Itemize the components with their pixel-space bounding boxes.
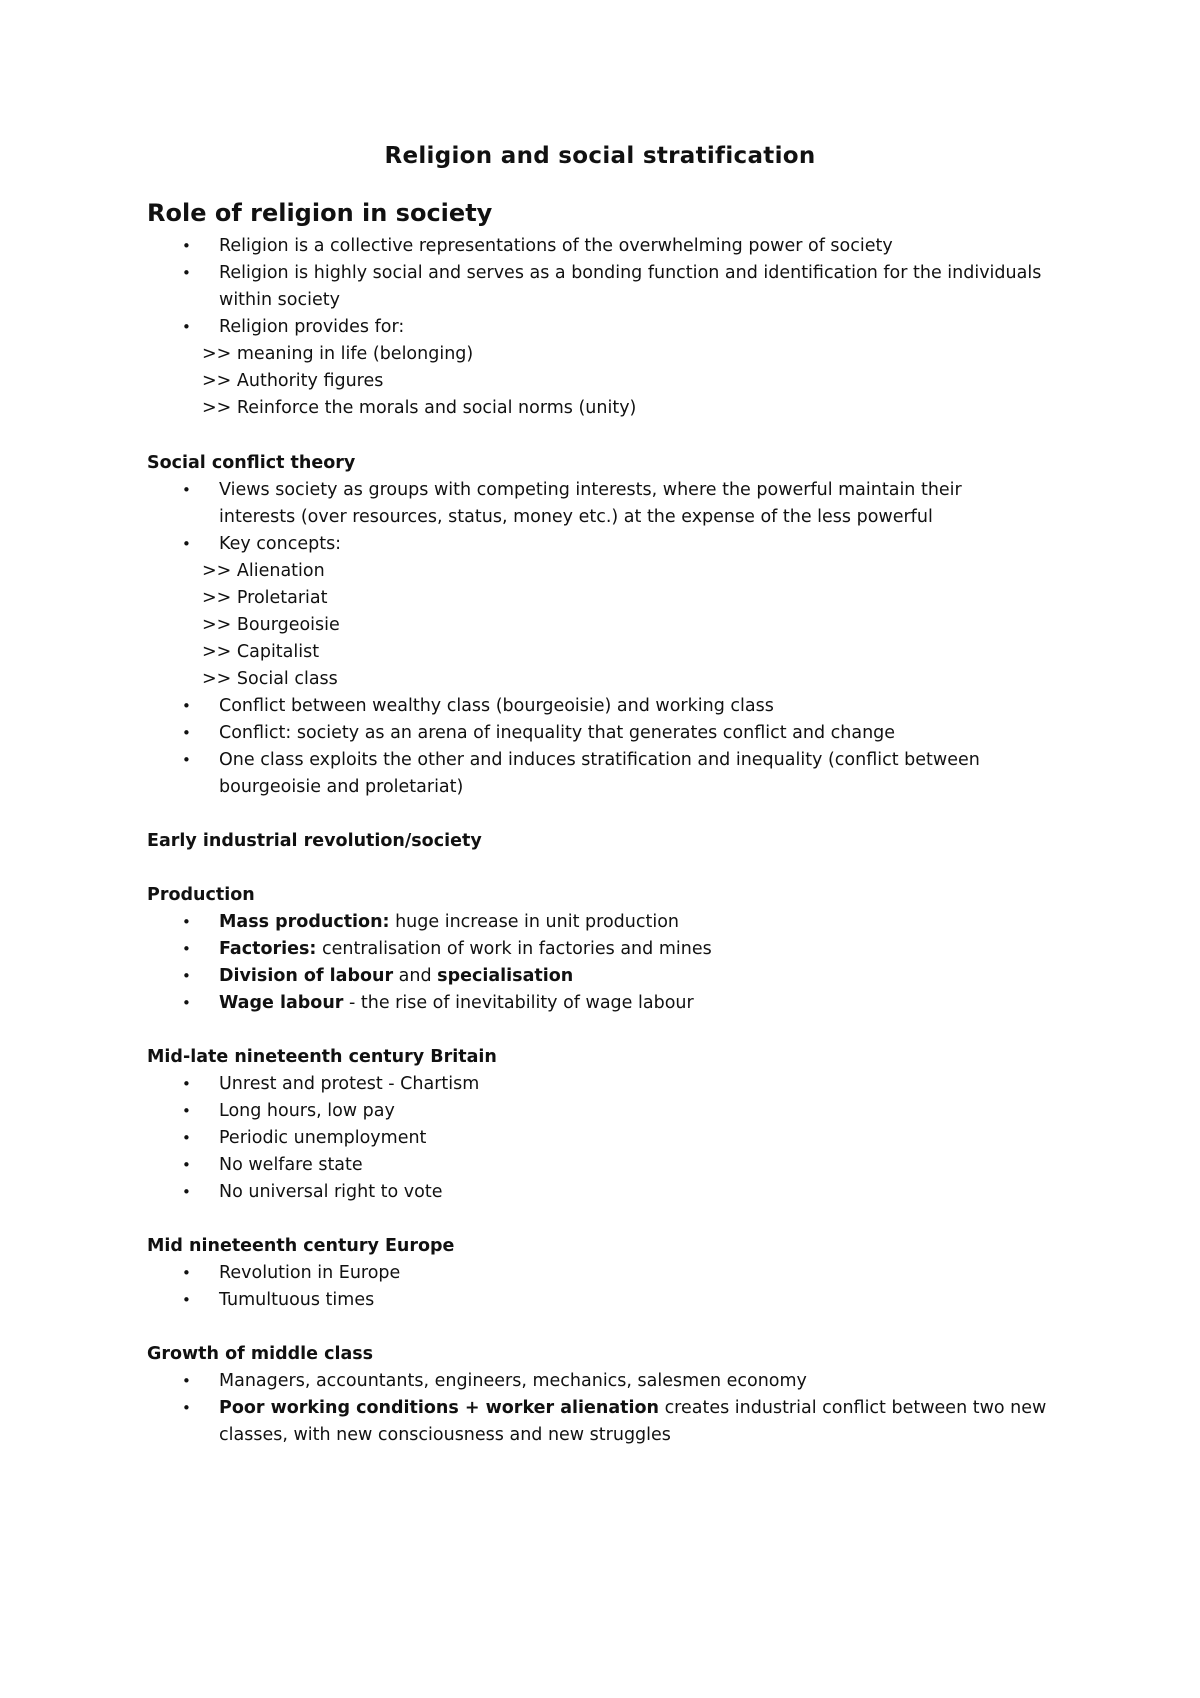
bullet-item: • Mass production: huge increase in unit production: [219, 909, 679, 936]
bullet-item: • No universal right to vote: [219, 1179, 443, 1206]
heading-europe: Mid nineteenth century Europe: [147, 1236, 455, 1256]
bullet-continuation: bourgeoisie and proletariat): [219, 777, 464, 797]
bullet-dot-icon: •: [182, 751, 191, 769]
bullet-item: • Religion provides for:: [219, 314, 404, 341]
bullet-dot-icon: •: [182, 1372, 191, 1390]
bullet-dot-icon: •: [182, 237, 191, 255]
bullet-dot-icon: •: [182, 264, 191, 282]
bullet-continuation: within society: [219, 290, 340, 310]
bullet-item: • Long hours, low pay: [219, 1098, 395, 1125]
bullet-item: • Division of labour and specialisation: [219, 963, 573, 990]
sub-item: >> Social class: [202, 669, 338, 689]
bullet-item: • Poor working conditions + worker alienation creates industrial conflict between two new: [219, 1395, 1046, 1422]
sub-item: >> Proletariat: [202, 588, 328, 608]
bullet-item: • Conflict: society as an arena of inequality that generates conflict and change: [219, 720, 895, 747]
sub-item: >> Reinforce the morals and social norms (unity): [202, 398, 637, 418]
bullet-dot-icon: •: [182, 697, 191, 715]
sub-item: >> Alienation: [202, 561, 325, 581]
bullet-dot-icon: •: [182, 913, 191, 931]
bullet-item: • Periodic unemployment: [219, 1125, 426, 1152]
bullet-item: • Religion is highly social and serves as a bonding function and identification for the individuals: [219, 260, 1041, 287]
bullet-dot-icon: •: [182, 967, 191, 985]
heading-social-conflict-theory: Social conflict theory: [147, 453, 356, 473]
bullet-dot-icon: •: [182, 940, 191, 958]
bullet-continuation: interests (over resources, status, money etc.) at the expense of the less powerful: [219, 507, 933, 527]
bullet-item: • Conflict between wealthy class (bourgeoisie) and working class: [219, 693, 774, 720]
bullet-dot-icon: •: [182, 1156, 191, 1174]
heading-production: Production: [147, 885, 255, 905]
heading-role-of-religion: Role of religion in society: [147, 199, 493, 227]
bullet-item: • Wage labour - the rise of inevitability of wage labour: [219, 990, 694, 1017]
bullet-item: • Religion is a collective representations of the overwhelming power of society: [219, 233, 893, 260]
bullet-item: • One class exploits the other and induces stratification and inequality (conflict between: [219, 747, 980, 774]
bullet-dot-icon: •: [182, 1075, 191, 1093]
bullet-item: • Factories: centralisation of work in factories and mines: [219, 936, 712, 963]
document-title: Religion and social stratification: [384, 143, 816, 169]
bullet-item: • Key concepts:: [219, 531, 341, 558]
sub-item: >> Bourgeoisie: [202, 615, 340, 635]
bullet-dot-icon: •: [182, 1291, 191, 1309]
bullet-item: • Views society as groups with competing interests, where the powerful maintain their: [219, 477, 962, 504]
bullet-item: • Revolution in Europe: [219, 1260, 400, 1287]
sub-item: >> meaning in life (belonging): [202, 344, 474, 364]
bullet-dot-icon: •: [182, 1129, 191, 1147]
bullet-dot-icon: •: [182, 1183, 191, 1201]
bullet-item: • Managers, accountants, engineers, mechanics, salesmen economy: [219, 1368, 807, 1395]
bullet-item: • Tumultuous times: [219, 1287, 374, 1314]
bullet-dot-icon: •: [182, 1264, 191, 1282]
bullet-dot-icon: •: [182, 318, 191, 336]
bullet-dot-icon: •: [182, 1399, 191, 1417]
heading-middle-class: Growth of middle class: [147, 1344, 374, 1364]
sub-item: >> Capitalist: [202, 642, 320, 662]
bullet-continuation: classes, with new consciousness and new struggles: [219, 1425, 671, 1445]
bullet-dot-icon: •: [182, 535, 191, 553]
heading-britain: Mid-late nineteenth century Britain: [147, 1047, 497, 1067]
heading-early-industrial: Early industrial revolution/society: [147, 831, 482, 851]
sub-item: >> Authority figures: [202, 371, 384, 391]
bullet-dot-icon: •: [182, 724, 191, 742]
bullet-dot-icon: •: [182, 481, 191, 499]
bullet-item: • Unrest and protest - Chartism: [219, 1071, 479, 1098]
bullet-dot-icon: •: [182, 994, 191, 1012]
bullet-dot-icon: •: [182, 1102, 191, 1120]
bullet-item: • No welfare state: [219, 1152, 363, 1179]
